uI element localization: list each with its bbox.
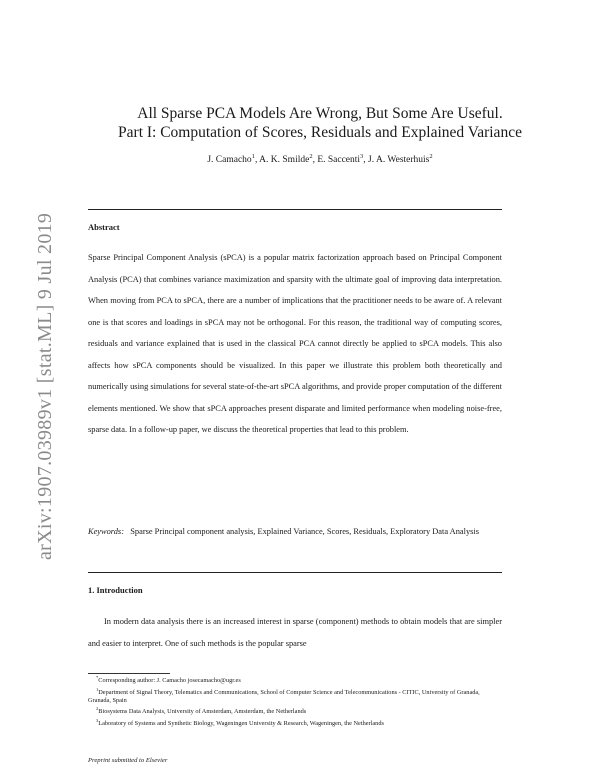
footnote-text: Laboratory of Systems and Synthetic Biology, Wageningen University & Research, Wageningen, the Netherlands — [98, 720, 384, 727]
author-affiliation-mark: 3 — [360, 153, 364, 160]
footnote-mark: 1 — [96, 686, 99, 692]
keywords-label: Keywords: — [88, 527, 124, 536]
abstract-text: Sparse Principal Component Analysis (sPCA) is a popular matrix factorization approach based on Principal Component Analysis (PCA) that combines variance maximization and sparsity with the ultimate goal of improving data interpretation. When moving from PCA to sPCA, there are a number of implications that the practitioner needs to be aware of. A relevant one is that scores and loadings in sPCA may not be orthogonal. For this reason, the traditional way of computing scores, residuals and variance explained that is used in the classical PCA cannot directly be applied to sPCA models. This also affects how sPCA components should be visualized. In this paper we illustrate this problem both theoretically and numerically using simulations for several state-of-the-art sPCA algorithms, and provide proper computation of the different elements mentioned. We show that sPCA approaches present disparate and limited performance when modeling noise-free, sparse data. In a follow-up paper, we discuss the theoretical properties that lead to this problem. — [88, 253, 502, 434]
author-affiliation-mark: 1 — [251, 153, 255, 160]
author: J. Camacho — [207, 155, 252, 166]
footnote-mark: 2 — [96, 706, 99, 712]
author-affiliation-mark: 2 — [429, 153, 433, 160]
footnote-text: Biosystems Data Analysis, University of Amsterdam, Amsterdam, the Netherlands — [98, 708, 307, 716]
footnote-text: Department of Signal Theory, Telematics and Communications, School of Computer Science and Telecommunications - CITIC, University of Granada, Granada, Spain — [88, 688, 480, 704]
paper-title-line-1: All Sparse PCA Models Are Wrong, But Some Are Useful. — [137, 105, 503, 122]
author: J. A. Westerhuis — [368, 155, 430, 166]
paper-title-line-2: Part I: Computation of Scores, Residuals and Explained Variance — [118, 124, 522, 141]
author: A. K. Smilde — [259, 155, 310, 166]
footnotes — [88, 674, 502, 728]
abstract-heading: Abstract — [88, 222, 120, 232]
introduction-text: In modern data analysis there is an increased interest in sparse (component) methods to obtain models that are simpler and easier to interpret. One of such methods is the popular sparse — [88, 617, 502, 648]
footnote-mark: 3 — [96, 717, 99, 723]
footnote-mark: * — [96, 675, 99, 680]
footnote — [88, 686, 502, 706]
author: E. Saccenti — [317, 155, 361, 166]
footnote-text: Corresponding author: J. Camacho josecamacho@ugr.es — [98, 677, 241, 685]
abstract-top-rule — [88, 209, 502, 210]
section-heading-introduction: 1. Introduction — [88, 585, 143, 595]
footnote — [88, 717, 502, 729]
author-affiliation-mark: 2 — [309, 153, 313, 160]
arxiv-stamp — [6, 190, 56, 560]
footnote — [88, 674, 502, 686]
keywords — [88, 521, 502, 543]
keywords-text: Sparse Principal component analysis, Explained Variance, Scores, Residuals, Exploratory Data Analysis — [130, 527, 479, 536]
abstract-bottom-rule — [88, 572, 502, 573]
footnote — [88, 705, 502, 717]
preprint-note: Preprint submitted to Elsevier — [88, 757, 168, 764]
author-list: J. Camacho$^1$, A. K. Smilde$^2$, E. Saccenti$^3$, J. A. Westerhuis$^2$ — [207, 153, 433, 166]
arxiv-stamp-text: arXiv:1907.03989v1 [stat.ML] 9 Jul 2019 — [34, 212, 56, 560]
